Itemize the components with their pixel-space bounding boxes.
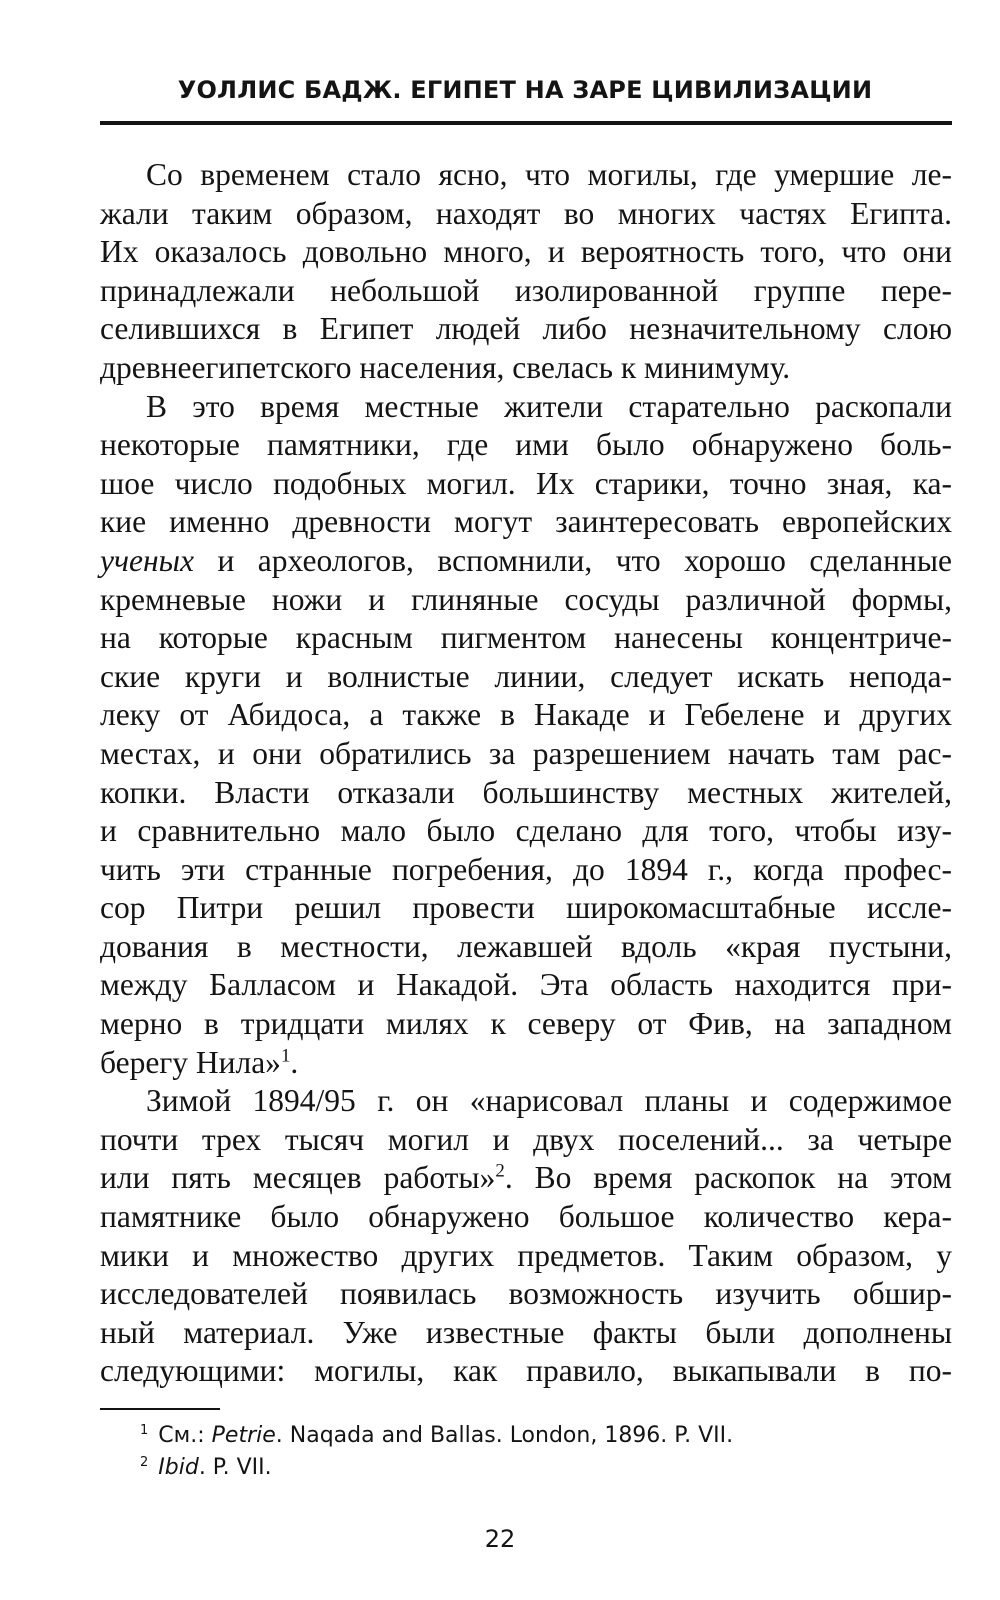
footnote-author: Petrie: [211, 1423, 276, 1448]
text-line: и сравнительно мало было сделано для того, чтобы изу-: [100, 813, 952, 849]
footnote-reference[interactable]: 1: [280, 1045, 291, 1067]
text-line: мики и множество других предметов. Таким образом, у: [100, 1237, 952, 1273]
footnote-text: См.:: [158, 1423, 212, 1448]
text-line: следующими: могилы, как правило, выкапывали в по-: [100, 1353, 952, 1389]
text-line: мерно в тридцати милях к северу от Фив, на западном: [100, 1006, 952, 1042]
footnote-2: [140, 1452, 920, 1484]
text-line: местах, и они обратились за разрешением начать там рас-: [100, 735, 952, 771]
text-line: В это время местные жители старательно раскопали: [146, 388, 952, 424]
text-line: памятнике было обнаружено большое количество кера-: [100, 1199, 952, 1235]
text-line: кремневые ножи и глиняные сосуды различной формы,: [100, 581, 952, 617]
text-fragment: .: [290, 1044, 299, 1080]
text-line: Их оказалось довольно много, и вероятность того, что они: [100, 234, 952, 270]
text-line: принадлежали небольшой изолированной группе пере-: [100, 272, 952, 308]
text-line: сор Питри решил провести широкомасштабные иссле-: [100, 890, 952, 926]
text-line: между Балласом и Накадой. Эта область находится при-: [100, 967, 952, 1003]
footnote-mark: 1: [140, 1422, 149, 1438]
footnote-text: . P. VII.: [198, 1455, 272, 1480]
body-text: [100, 156, 952, 1391]
footnote-text: . Naqada and Ballas. London, 1896. P. VII.: [275, 1423, 734, 1448]
running-head: УОЛЛИС БАДЖ. ЕГИПЕТ НА ЗАРЕ ЦИВИЛИЗАЦИИ: [177, 76, 873, 104]
text-fragment: или пять месяцев работы»: [100, 1160, 496, 1196]
text-line: ские круги и волнистые линии, следует искать непода-: [100, 658, 952, 694]
text-fragment: . Во время раскопок на этом: [504, 1160, 952, 1196]
text-fragment: берегу Нила»: [100, 1044, 281, 1080]
text-line: Со временем стало ясно, что могилы, где умершие ле-: [146, 157, 952, 192]
text-line: исследователей появилась возможность изучить обшир-: [100, 1276, 952, 1312]
header-rule: [100, 121, 952, 125]
text-line: копки. Власти отказали большинству местных жителей,: [100, 774, 952, 810]
text-line: некоторые памятники, где ими было обнаружено боль-: [100, 427, 952, 463]
text-line: [100, 1044, 952, 1083]
text-line: древнеегипетского населения, свелась к минимуму.: [100, 349, 791, 385]
text-line: жали таким образом, находят во многих частях Египта.: [100, 195, 952, 231]
text-fragment: и археологов, вспомнили, что хорошо сделанные: [193, 542, 952, 578]
text-line: Зимой 1894/95 г. он «нарисовал планы и содержимое: [146, 1083, 952, 1119]
footnote-rule: [100, 1408, 220, 1410]
page-number: 22: [484, 1525, 516, 1553]
text-line: чить эти странные погребения, до 1894 г., когда профес-: [100, 851, 952, 887]
italic-word: ученых: [100, 542, 194, 578]
text-line: кие именно древности могут заинтересовать европейских: [100, 504, 952, 540]
footnote-1: [140, 1420, 920, 1452]
text-line: селившихся в Египет людей либо незначительному слою: [100, 311, 952, 347]
text-line: на которые красным пигментом нанесены концентриче-: [100, 620, 952, 656]
footnote-reference[interactable]: 2: [495, 1160, 505, 1182]
text-line: [100, 542, 952, 581]
text-line: дования в местности, лежавшей вдоль «края пустыни,: [100, 928, 952, 964]
text-line: шое число подобных могил. Их старики, точно зная, ка-: [100, 465, 952, 501]
text-line: почти трех тысяч могил и двух поселений... за четыре: [100, 1121, 952, 1157]
text-line: ный материал. Уже известные факты были дополнены: [100, 1314, 952, 1350]
text-line: леку от Абидоса, а также в Накаде и Гебелене и других: [100, 697, 952, 733]
footnotes: [140, 1420, 920, 1484]
footnote-mark: 2: [140, 1454, 149, 1470]
footnote-ibid: Ibid: [158, 1455, 199, 1480]
text-line: [100, 1159, 952, 1198]
